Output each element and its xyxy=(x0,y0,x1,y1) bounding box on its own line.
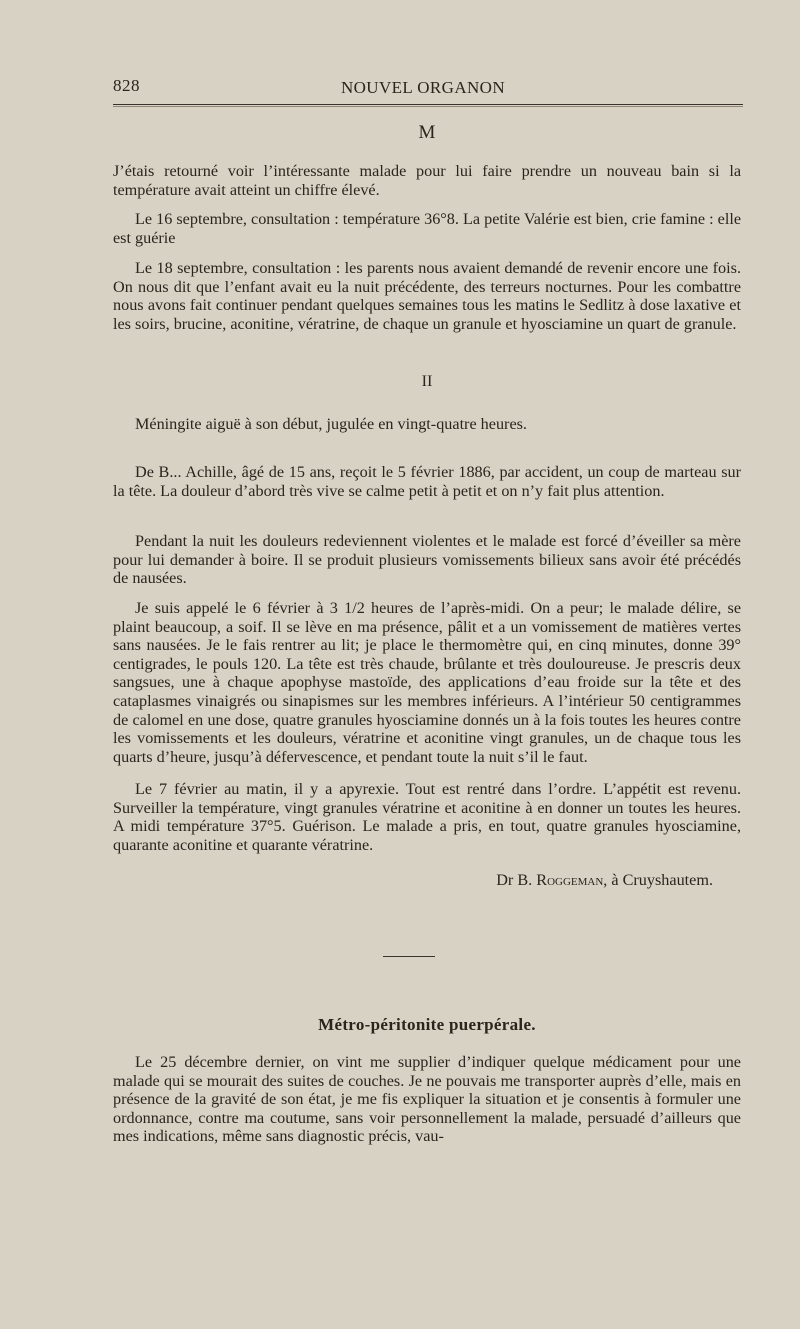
paragraph: De B... Achille, âgé de 15 ans, reçoit le 5 février 1886, par accident, un coup de marteau sur la tête. La douleur d’abord très vive se calme petit à petit et on n’y fait plus attention. xyxy=(113,463,741,500)
article-title: Métro-péritonite puerpérale. xyxy=(318,1015,536,1034)
section-separator xyxy=(383,956,435,957)
case-subtitle: Méningite aiguë à son début, jugulée en vingt-quatre heures. xyxy=(135,415,527,433)
paragraph: Pendant la nuit les douleurs redeviennent violentes et le malade est forcé d’éveiller sa mère pour lui demander à boire. Il se produit plusieurs vomissements bilieux sans avoir été précédés de nausées. xyxy=(113,532,741,588)
signature xyxy=(113,871,741,890)
signature-prefix: Dr xyxy=(496,871,514,889)
section-heading-ii: II xyxy=(421,372,433,390)
running-title: NOUVEL ORGANON xyxy=(340,78,506,97)
signature-place: , à Cruyshautem. xyxy=(603,871,713,889)
header-rule-thin xyxy=(113,106,743,107)
paragraph: Le 7 février au matin, il y a apyrexie. Tout est rentré dans l’ordre. L’appétit est revenu. Surveiller la température, vingt granules vératrine et aconitine à en donner un toutes les heures. A midi température 37°5. Guérison. Le malade a pris, en tout, quatre granules hyosciamine, quarante aconitine et quarante vératrine. xyxy=(113,780,741,854)
page-number: 828 xyxy=(113,76,140,95)
page-header xyxy=(113,76,733,100)
section-heading-m: M xyxy=(418,122,436,143)
signature-name: B. Roggeman xyxy=(517,871,604,889)
paragraph: Le 16 septembre, consultation : température 36°8. La petite Valérie est bien, crie famine : elle est guérie xyxy=(113,210,741,247)
paragraph: J’étais retourné voir l’intéressante malade pour lui faire prendre un nouveau bain si la température avait atteint un chiffre élevé. xyxy=(113,162,741,199)
paragraph: Je suis appelé le 6 février à 3 1/2 heures de l’après-midi. On a peur; le malade délire, se plaint beaucoup, a soif. Il se lève en ma présence, pâlit et a un vomissement de matières vertes sans nausées. Je le fais rentrer au lit; je place le thermomètre qui, en cinq minutes, donne 39° centigrades, le pouls 120. La tête est très chaude, brûlante et très douloureuse. Je prescris deux sangsues, une à chaque apophyse mastoïde, des applications d’eau froide sur la tête et des cataplasmes vinaigrés ou sinapismes sur les membres inférieurs. A l’intérieur 50 centigrammes de calomel en une dose, quatre granules hyosciamine donnés un à la fois toutes les heures contre les vomissements et les douleurs, vératrine et aconitine vingt granules, un de chaque tous les quarts d’heure, jusqu’à défervescence, et pendant toute la nuit s’il le faut. xyxy=(113,599,741,766)
paragraph: Le 25 décembre dernier, on vint me supplier d’indiquer quelque médicament pour une malade qui se mourait des suites de couches. Je ne pouvais me transporter auprès d’elle, mais en présence de la gravité de son état, je me fis expliquer la situation et je consentis à formuler une ordonnance, contre ma coutume, sans voir personnellement la malade, persuadé d’ailleurs que mes indications, même sans diagnostic précis, vau- xyxy=(113,1053,741,1146)
header-rule xyxy=(113,104,743,105)
paragraph: Le 18 septembre, consultation : les parents nous avaient demandé de revenir encore une fois. On nous dit que l’enfant avait eu la nuit précédente, des terreurs nocturnes. Pour les combattre nous avons fait continuer pendant quelques semaines tous les matins le Sedlitz à dose laxative et les soirs, brucine, aconitine, vératrine, de chaque un granule et hyosciamine un quart de granule. xyxy=(113,259,741,333)
